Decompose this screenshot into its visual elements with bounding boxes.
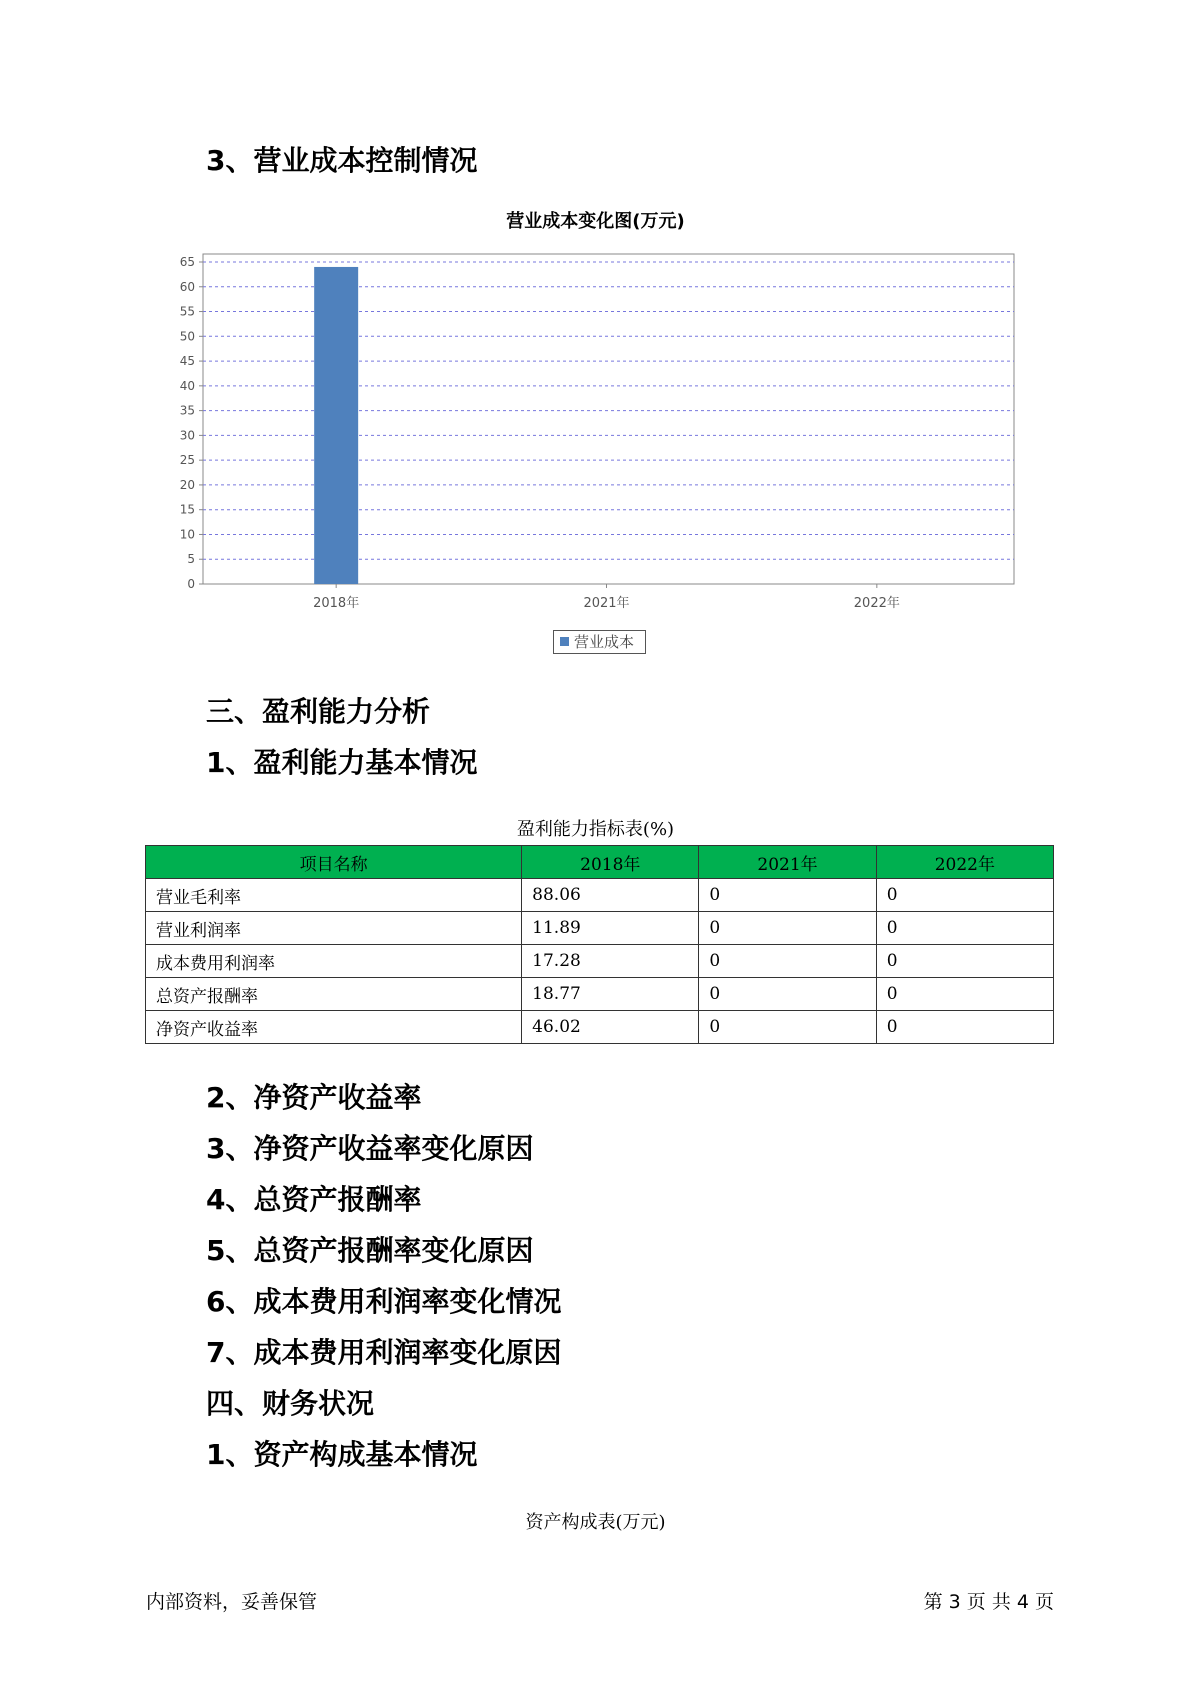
table-row [146,879,1054,912]
legend-label: 营业成本 [574,633,635,651]
y-tick-label: 65 [179,255,195,269]
section-heading-roa: 4、总资产报酬率 [206,1183,422,1216]
section-heading-financial-status: 四、财务状况 [206,1387,375,1420]
row-label: 成本费用利润率 [146,945,522,978]
y-tick-label: 35 [179,403,195,418]
y-tick-label: 20 [179,477,195,492]
section-heading-roe: 2、净资产收益率 [206,1081,422,1114]
y-tick-label: 50 [179,329,195,344]
y-tick-label: 55 [179,304,195,319]
section-heading-asset-structure: 1、资产构成基本情况 [206,1438,478,1471]
table-row [146,945,1054,978]
cost-bar-chart [160,240,1040,625]
cell-value: 0 [876,912,1053,945]
cell-value: 0 [699,978,876,1011]
cell-value: 0 [699,912,876,945]
cell-value: 18.77 [522,978,699,1011]
cell-value: 0 [876,978,1053,1011]
cell-value: 46.02 [522,1011,699,1044]
header-cell-2018: 2018年 [522,846,699,879]
row-label: 营业毛利率 [146,879,522,912]
table-row [146,978,1054,1011]
row-label: 营业利润率 [146,912,522,945]
section-heading-cost-profit-change: 6、成本费用利润率变化情况 [206,1285,562,1318]
chart-legend [553,630,646,654]
footer-page-number: 第 3 页 共 4 页 [923,1591,1054,1613]
legend-swatch [560,637,569,646]
y-tick-label: 25 [179,453,195,468]
cell-value: 0 [699,945,876,978]
y-tick-label: 15 [179,502,195,517]
y-tick-label: 10 [179,527,195,542]
cell-value: 0 [699,1011,876,1044]
y-tick-label: 45 [179,354,195,369]
table-row [146,1011,1054,1044]
section-heading-profitability: 三、盈利能力分析 [206,695,431,728]
row-label: 总资产报酬率 [146,978,522,1011]
x-tick-label: 2022年 [853,596,900,611]
profit-table-caption: 盈利能力指标表(%) [516,819,675,840]
cell-value: 88.06 [522,879,699,912]
y-tick-label: 40 [179,378,195,393]
y-tick-label: 30 [179,428,195,443]
section-heading-cost-profit-reason: 7、成本费用利润率变化原因 [206,1336,562,1369]
section-heading-profitability-basic: 1、盈利能力基本情况 [206,746,478,779]
bar-2018年 [314,267,358,584]
profitability-table [145,845,1054,1044]
y-tick-label: 60 [179,279,195,294]
y-tick-label: 5 [187,552,195,567]
table-row [146,912,1054,945]
section-heading-roe-reason: 3、净资产收益率变化原因 [206,1132,534,1165]
section-heading-roa-reason: 5、总资产报酬率变化原因 [206,1234,534,1267]
cell-value: 11.89 [522,912,699,945]
row-label: 净资产收益率 [146,1011,522,1044]
x-tick-label: 2018年 [313,596,360,611]
cell-value: 0 [876,879,1053,912]
table-header-row [146,846,1054,879]
cell-value: 0 [876,1011,1053,1044]
asset-table-caption: 资产构成表(万元) [525,1512,666,1533]
x-tick-label: 2021年 [583,596,630,611]
cell-value: 17.28 [522,945,699,978]
y-tick-label: 0 [187,577,195,591]
header-cell-item: 项目名称 [146,846,522,879]
footer-confidential: 内部资料，妥善保管 [146,1591,318,1613]
cell-value: 0 [699,879,876,912]
header-cell-2022: 2022年 [876,846,1053,879]
cell-value: 0 [876,945,1053,978]
chart-title: 营业成本变化图(万元) [506,211,685,232]
section-heading-cost-control: 3、营业成本控制情况 [206,144,478,177]
header-cell-2021: 2021年 [699,846,876,879]
